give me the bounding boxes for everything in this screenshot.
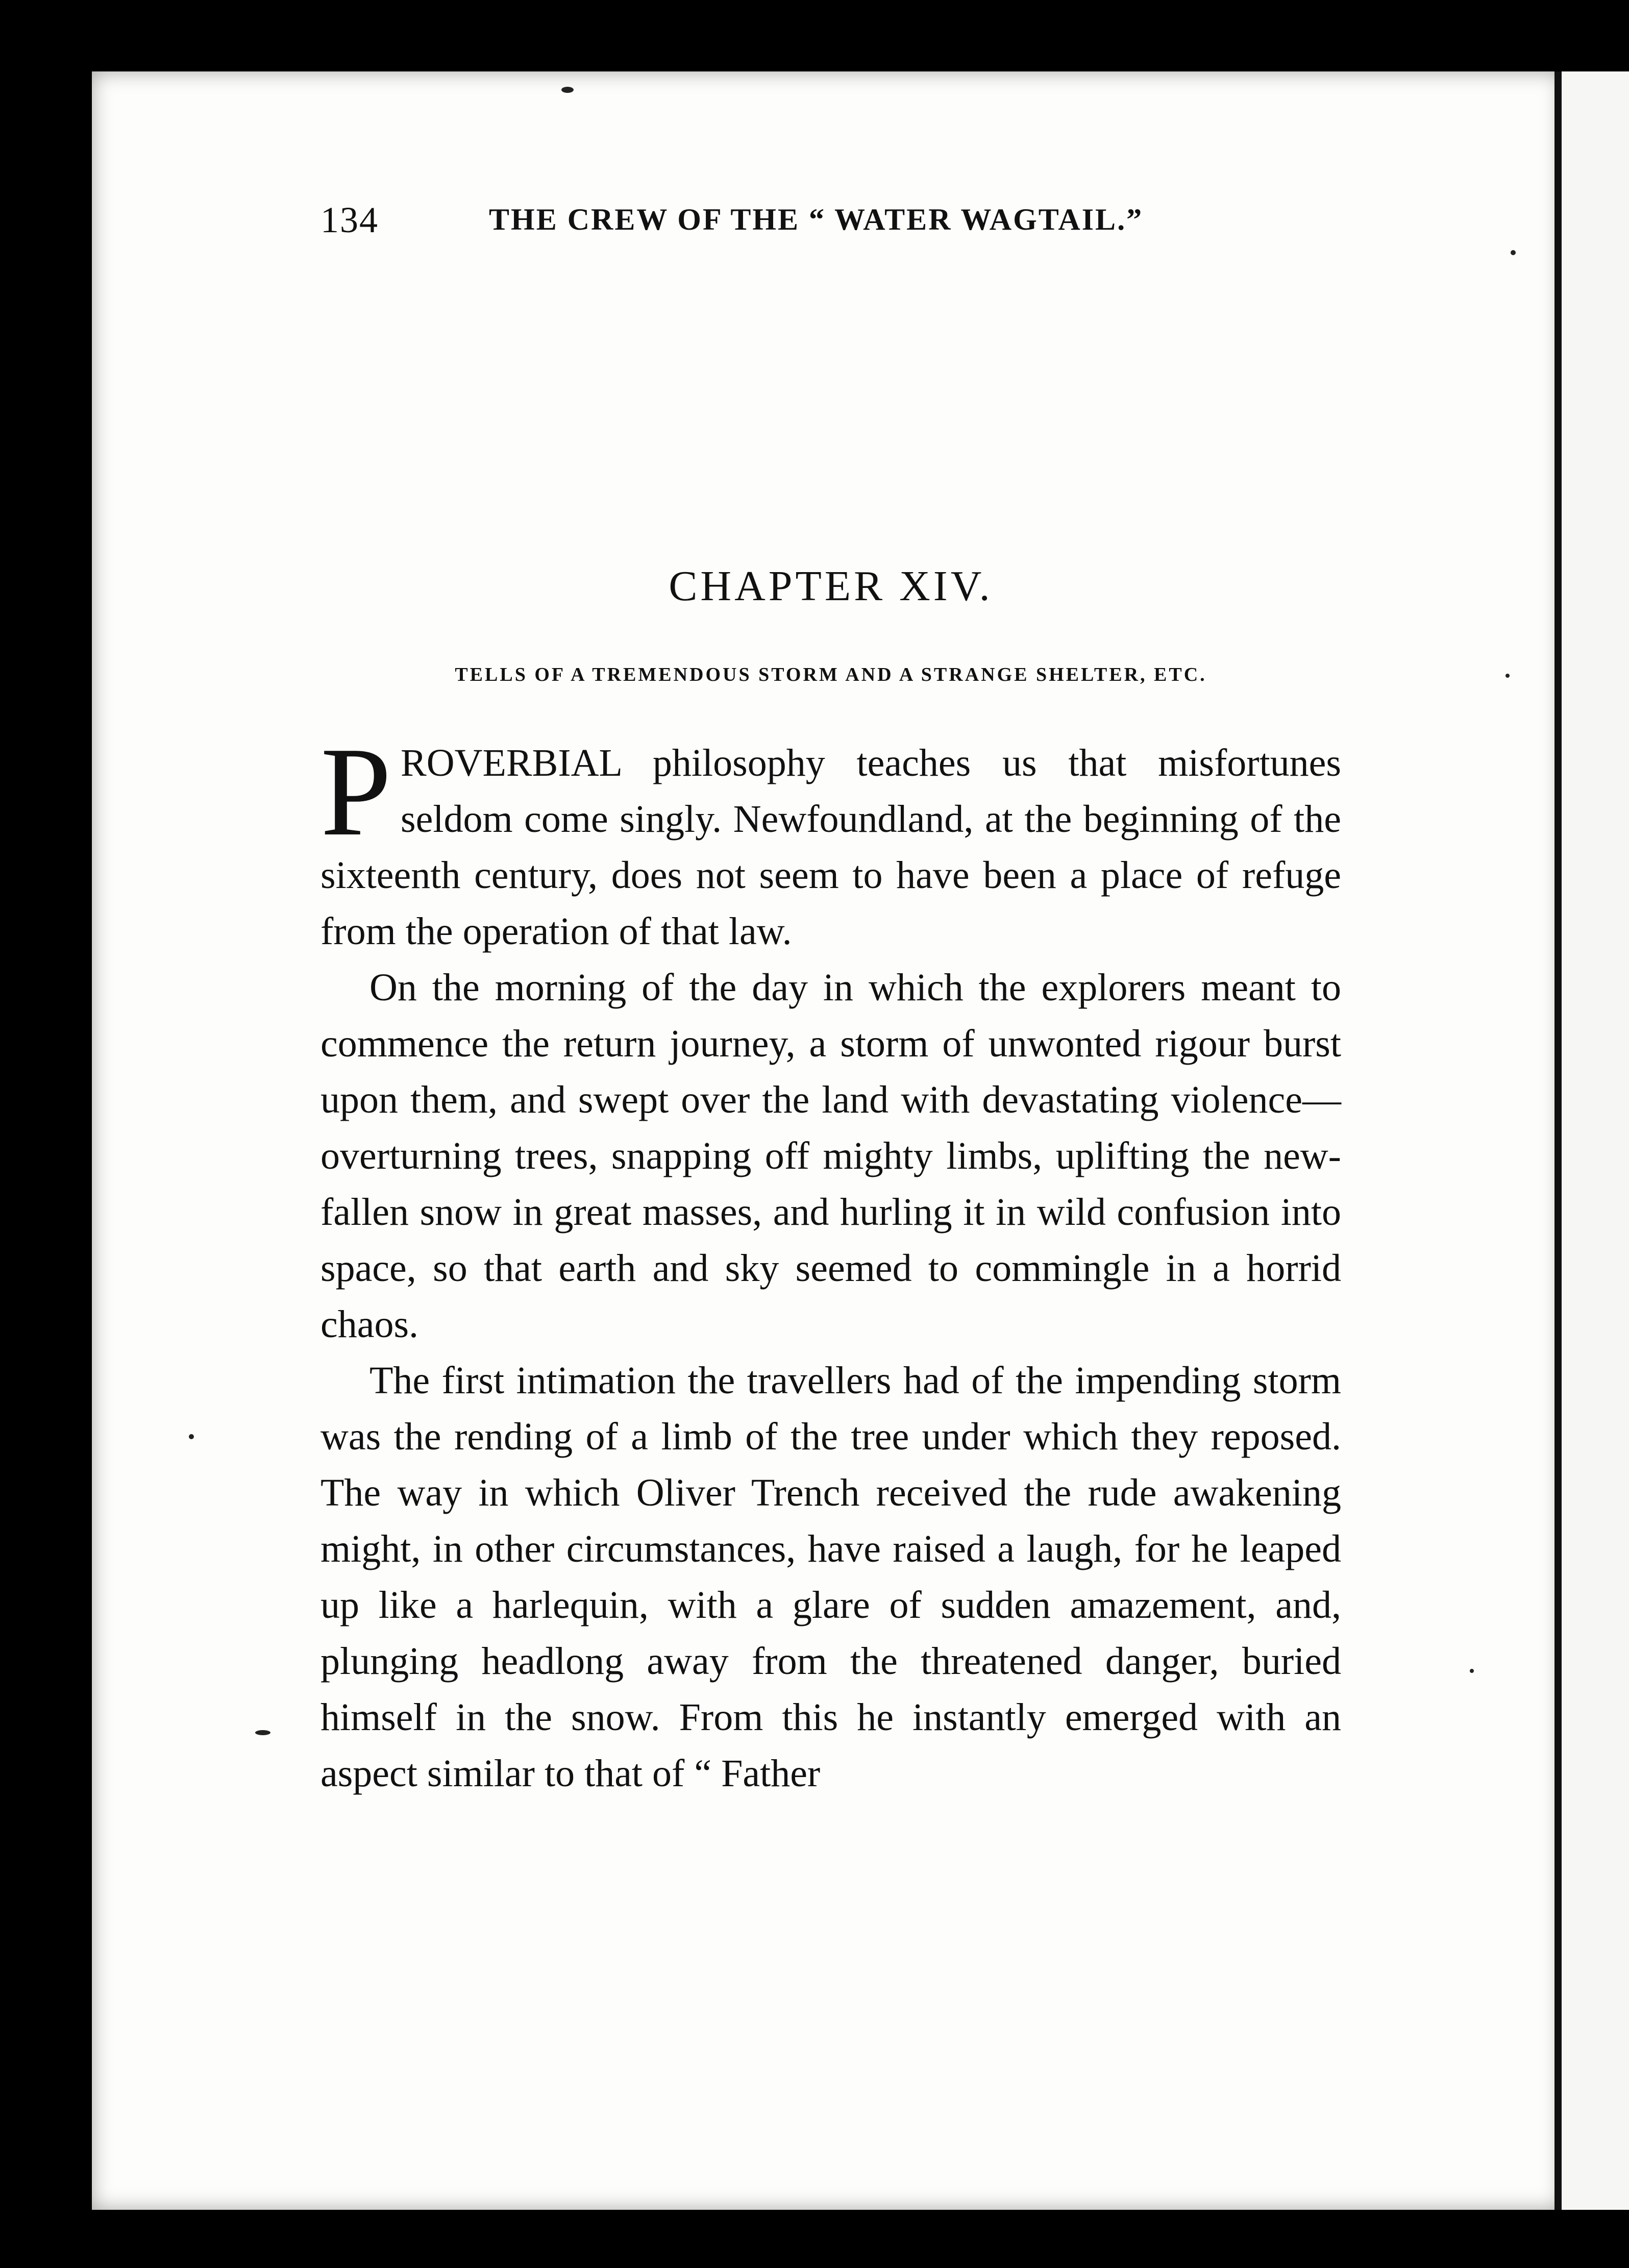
paragraph-3: The first intimation the travellers had of the impending storm was the rending of a limb of the tree under which they reposed. The way in which Oliver Trench received the rude awakening might, in other circumstances, have raised a laugh, for he leaped up like a harlequin, with a glare of sudden amazement, and, plunging headlong away from the threatened danger, buried himself in the snow. From this he instantly emerged with an aspect similar to that of “ Father (320, 1359, 1341, 1795)
page-edge-right (1562, 71, 1629, 2210)
page-number: 134 (320, 200, 379, 240)
scan-speck (1505, 674, 1510, 678)
scan-speck (1511, 250, 1516, 255)
running-head-title: THE CREW OF THE “ WATER WAGTAIL.” (489, 203, 1144, 236)
page-edge-line (1554, 71, 1562, 2210)
scan-speck (189, 1434, 194, 1439)
running-head (320, 199, 1341, 255)
scan-speck (255, 1730, 270, 1735)
scan-speck (561, 87, 574, 93)
paragraph-2: On the morning of the day in which the explorers meant to commence the return journey, a storm of unwonted rigour burst upon them, and swept over the land with devastating violence—overturning trees, snapping off mighty limbs, uplifting the new-fallen snow in great masses, and hurling it in wild confusion into space, so that earth and sky seemed to commingle in a horrid chaos. (320, 966, 1341, 1346)
paragraph-1-text: ROVERBIAL philosophy teaches us that misfortunes seldom come singly. Newfoundland, at the beginning of the sixteenth century, does not seem to have been a place of refuge from the operation of that law. (320, 742, 1341, 953)
chapter-subtitle: TELLS OF A TREMENDOUS STORM AND A STRANGE SHELTER, ETC. (455, 664, 1207, 685)
body-text (320, 721, 1341, 1802)
paragraph-1 (320, 721, 1341, 959)
drop-cap: P (320, 721, 392, 862)
scan-speck (1470, 1669, 1474, 1673)
chapter-title: CHAPTER XIV. (669, 562, 993, 610)
